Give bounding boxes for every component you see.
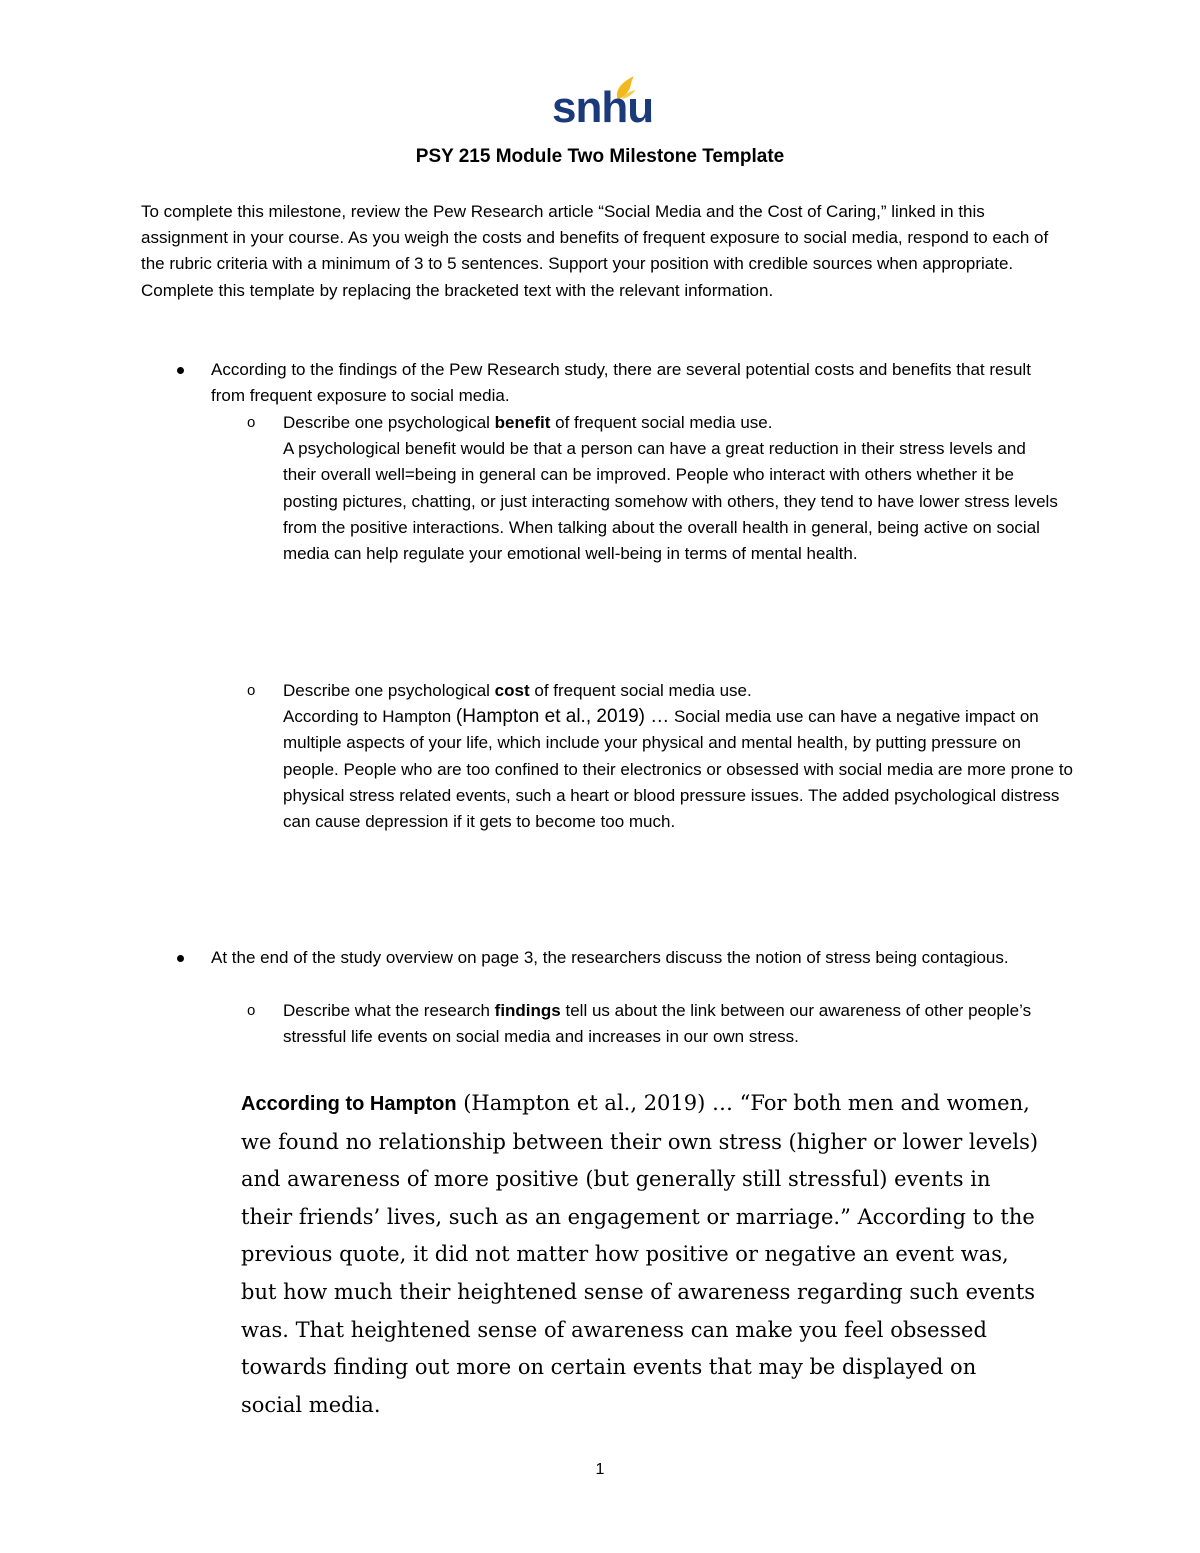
bullet-text: According to the findings of the Pew Research study, there are several potential costs and benefits that result from frequent exposure to social media. [211,360,1031,406]
prompt-text: Describe what the research findings tell us about the link between our awareness of other people’s stressful life events on social media and increases in our own stress. [283,1001,1032,1047]
sub-item-cost [247,678,1074,835]
sub-bullet-marker: o [247,1002,256,1019]
prompt-emphasis: findings [494,1001,561,1020]
prompt-text: Describe one psychological cost of frequent social media use. [283,681,752,700]
bullet-text: At the end of the study overview on page 3, the researchers discuss the notion of stress being contagious. [211,948,1009,967]
prompt-emphasis: benefit [494,413,551,432]
answer-text: According to Hampton (Hampton et al., 2019) … “For both men and women, we found no relationship between their own stress (higher or lower levels) and awareness of more positive (but generally still stressful) events in their friends’ lives, such as an engagement or marriage.” According to the previous quote, it did not matter how positive or negative an event was, but how much their heightened sense of awareness regarding such events was. That heightened sense of awareness can make you feel obsessed towards finding out more on certain events that may be displayed on social media. [241,1091,1039,1417]
intro-paragraph: To complete this milestone, review the Pew Research article “Social Media and the Cost of Caring,” linked in this assignment in your course. As you weigh the costs and benefits of frequent exposure to social media, respond to each of the rubric criteria with a minimum of 3 to 5 sentences. Support your position with credible sources when appropriate. Complete this template by replacing the bracketed text with the relevant information. [141,202,1049,300]
prompt-emphasis: cost [494,681,530,700]
sub-bullet-marker: o [247,414,256,431]
answer-text: A psychological benefit would be that a person can have a great reduction in their stress levels and their overall well=being in general can be improved. People who interact with others whether it be posting pictures, chatting, or just interacting somehow with others, they tend to have lower stress levels from the positive interactions. When talking about the overall health in general, being active on social media can help regulate your emotional well-being in terms of mental health. [283,439,1058,564]
snhu-logo [552,72,654,134]
answer-lead: According to Hampton [241,1093,457,1115]
page-number: 1 [595,1461,605,1478]
logo-wordmark: snhu [552,83,654,132]
sub-item-benefit [247,410,1063,567]
citation: (Hampton et al., 2019) … [455,706,670,728]
sub-item-findings [247,998,1043,1050]
sub-bullet-marker: o [247,682,256,699]
bullet-dot-icon [177,367,184,374]
page-title: PSY 215 Module Two Milestone Template [415,146,785,167]
bullet-item [211,945,1051,971]
bullet-dot-icon [177,955,184,962]
bullet-item [211,357,1031,409]
prompt-text: Describe one psychological benefit of frequent social media use. [283,413,773,432]
answer-text: According to Hampton (Hampton et al., 2019) … Social media use can have a negative impact on multiple aspects of your life, which include your physical and mental health, by putting pressure on people. People who are too confined to their electronics or obsessed with social media are more prone to physical stress related events, such a heart or blood pressure issues. The added psychological distress can cause depression if it gets to become too much. [283,706,1074,832]
